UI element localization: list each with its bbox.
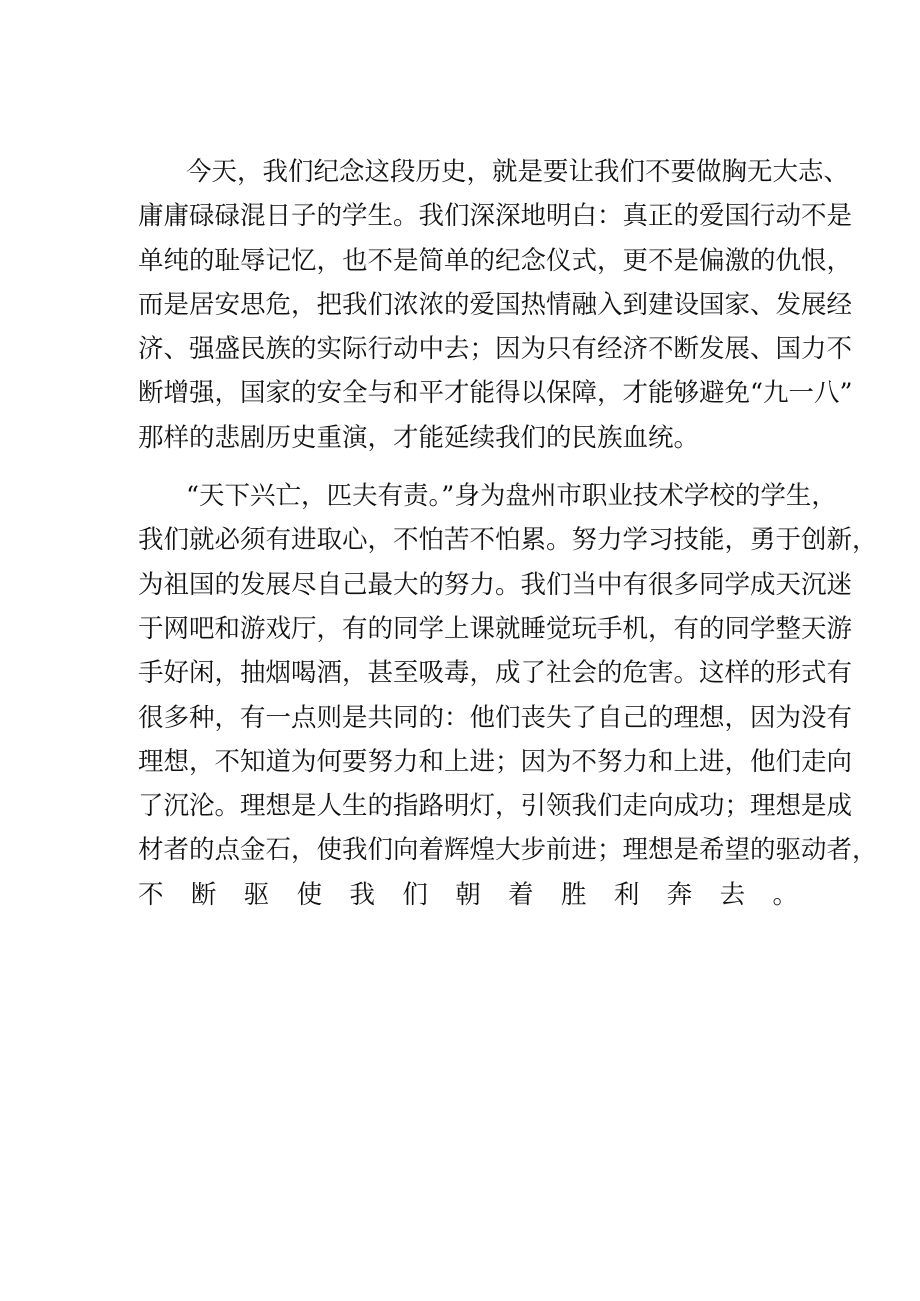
paragraph-2-line-9: 材者的点金石，使我们向着辉煌大步前进；理想是希望的驱动者， <box>138 835 878 866</box>
paragraph-gap <box>138 460 798 474</box>
paragraph-2-line-2: 我们就必须有进取心，不怕苦不怕累。努力学习技能，勇于创新， <box>138 525 878 556</box>
paragraph-1-line-3: 单纯的耻辱记忆，也不是简单的纪念仪式，更不是偏激的仇恨， <box>138 245 853 276</box>
paragraph-1-line-7: 那样的悲剧历史重演，才能延续我们的民族血统。 <box>138 422 700 453</box>
paragraph-1-line-1: 今天，我们纪念这段历史，就是要让我们不要做胸无大志、 <box>186 157 850 187</box>
paragraph-1-line-5: 济、强盛民族的实际行动中去；因为只有经济不断发展、国力不 <box>138 334 853 365</box>
paragraph-2-line-5: 手好闲，抽烟喝酒，甚至吸毒，成了社会的危害。这样的形式有 <box>138 658 853 689</box>
paragraph-2-line-6: 很多种，有一点则是共同的：他们丧失了自己的理想，因为没有 <box>138 702 853 733</box>
paragraph-2-line-4: 于网吧和游戏厅，有的同学上课就睡觉玩手机，有的同学整天游 <box>138 613 853 644</box>
paragraph-1-line-2: 庸庸碌碌混日子的学生。我们深深地明白：真正的爱国行动不是 <box>138 201 853 232</box>
document-body <box>138 150 878 961</box>
paragraph-2 <box>138 474 878 961</box>
paragraph-1-line-6: 断增强，国家的安全与和平才能得以保障，才能够避免“九一八” <box>138 378 853 409</box>
paragraph-2-line-3: 为祖国的发展尽自己最大的努力。我们当中有很多同学成天沉迷 <box>138 569 853 600</box>
paragraph-1 <box>138 150 853 460</box>
paragraph-2-line-10: 不断驱使我们朝着胜利奔去。 <box>138 879 798 910</box>
paragraph-2-line-1: “天下兴亡，匹夫有责。”身为盘州市职业技术学校的学生， <box>186 481 837 512</box>
paragraph-2-line-7: 理想，不知道为何要努力和上进；因为不努力和上进，他们走向 <box>138 746 853 777</box>
paragraph-2-line-11 <box>138 917 798 961</box>
paragraph-1-line-4: 而是居安思危，把我们浓浓的爱国热情融入到建设国家、发展经 <box>138 289 853 320</box>
paragraph-2-line-8: 了沉沦。理想是人生的指路明灯，引领我们走向成功；理想是成 <box>138 791 853 822</box>
